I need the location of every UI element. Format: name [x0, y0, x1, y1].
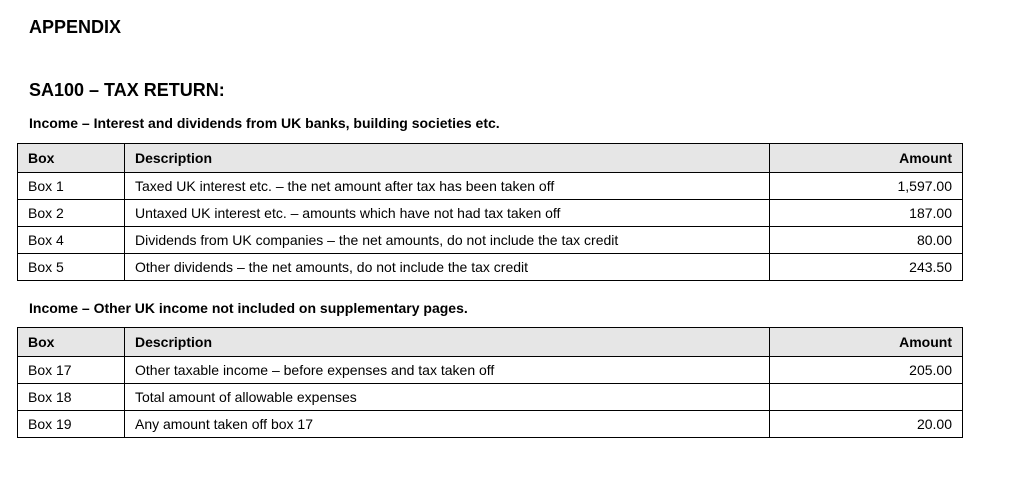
section-heading-interest-dividends: Income – Interest and dividends from UK banks, building societies etc. — [29, 115, 500, 131]
amount-cell: 1,597.00 — [770, 173, 963, 200]
amount-cell — [770, 384, 963, 411]
amount-cell: 20.00 — [770, 411, 963, 438]
table-row — [18, 173, 963, 200]
table-row — [18, 384, 963, 411]
appendix-title: APPENDIX — [29, 17, 122, 37]
table-row — [18, 200, 963, 227]
table-row — [18, 227, 963, 254]
box-cell: Box 18 — [18, 384, 125, 411]
description-cell: Taxed UK interest etc. – the net amount after tax has been taken off — [125, 173, 770, 200]
column-header-description: Description — [125, 328, 770, 357]
box-cell: Box 5 — [18, 254, 125, 281]
amount-cell: 80.00 — [770, 227, 963, 254]
amount-cell: 243.50 — [770, 254, 963, 281]
column-header-box: Box — [18, 328, 125, 357]
table-row — [18, 411, 963, 438]
section-heading-other-income: Income – Other UK income not included on supplementary pages. — [29, 300, 468, 316]
amount-cell: 187.00 — [770, 200, 963, 227]
description-cell: Other dividends – the net amounts, do not include the tax credit — [125, 254, 770, 281]
box-cell: Box 4 — [18, 227, 125, 254]
table-row — [18, 254, 963, 281]
column-header-description: Description — [125, 144, 770, 173]
form-title: SA100 – TAX RETURN: — [29, 80, 225, 100]
description-cell: Total amount of allowable expenses — [125, 384, 770, 411]
interest-dividends-table — [17, 143, 963, 281]
description-cell: Dividends from UK companies – the net amounts, do not include the tax credit — [125, 227, 770, 254]
box-cell: Box 19 — [18, 411, 125, 438]
column-header-amount: Amount — [770, 144, 963, 173]
description-cell: Any amount taken off box 17 — [125, 411, 770, 438]
description-cell: Untaxed UK interest etc. – amounts which have not had tax taken off — [125, 200, 770, 227]
table-row — [18, 357, 963, 384]
amount-cell: 205.00 — [770, 357, 963, 384]
column-header-amount: Amount — [770, 328, 963, 357]
column-header-box: Box — [18, 144, 125, 173]
box-cell: Box 17 — [18, 357, 125, 384]
other-income-table — [17, 327, 963, 438]
table-header-row — [18, 328, 963, 357]
table-header-row — [18, 144, 963, 173]
box-cell: Box 1 — [18, 173, 125, 200]
box-cell: Box 2 — [18, 200, 125, 227]
description-cell: Other taxable income – before expenses and tax taken off — [125, 357, 770, 384]
